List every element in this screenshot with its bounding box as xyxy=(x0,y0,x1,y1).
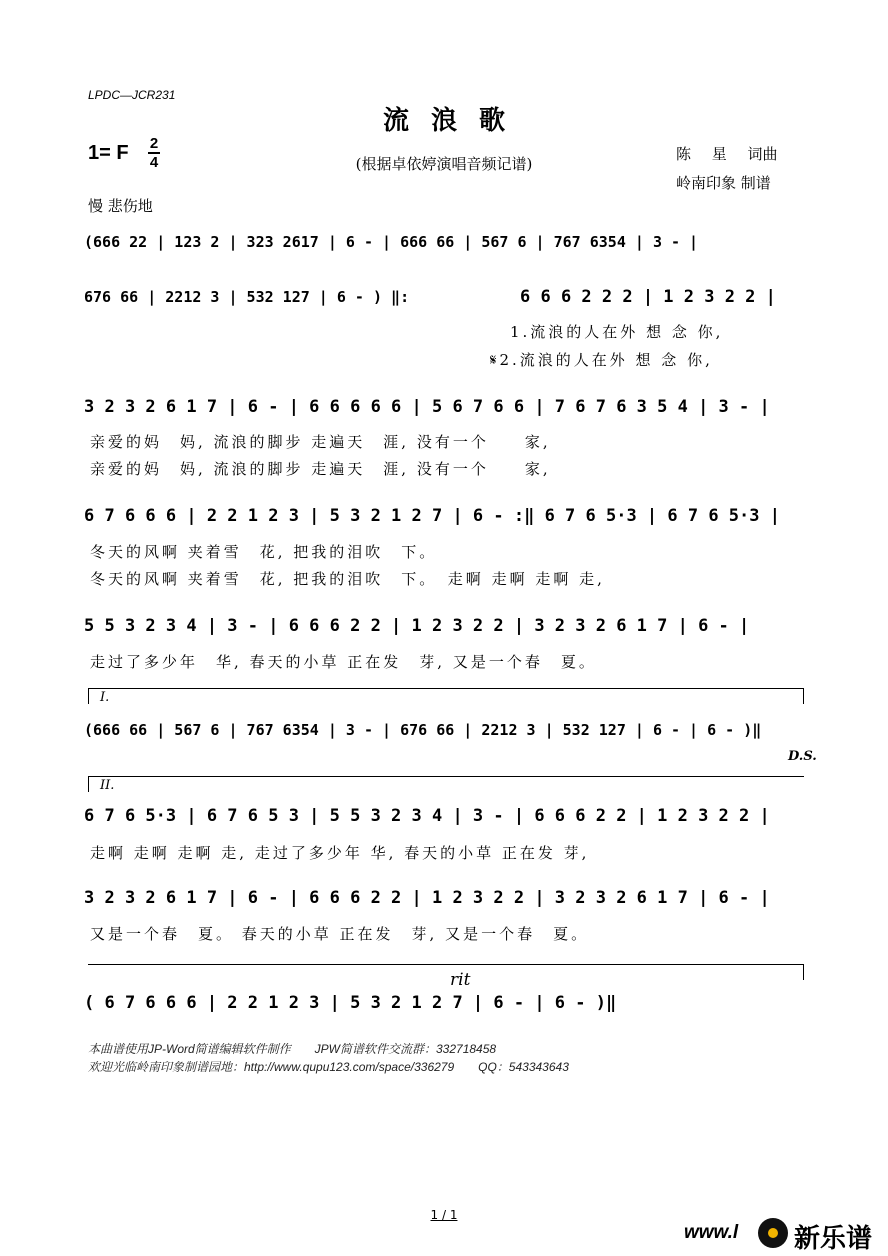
meter-bottom: 4 xyxy=(149,154,159,171)
score-line-8: 3 2 3 2 6 1 7 | 6 - | 6 6 6 2 2 | 1 2 3 2 2 | 3 2 3 2 6 1 7 | 6 - | xyxy=(84,888,770,908)
score-line-2-verse: 6 6 6 2 2 2 | 1 2 3 2 2 | xyxy=(520,287,776,307)
lyric-line-5: 走过了多少年 华, 春天的小草 正在发 芽, 又是一个春 夏。 xyxy=(90,653,597,671)
score-line-3: 3 2 3 2 6 1 7 | 6 - | 6 6 6 6 6 | 5 6 7 6 6 | 7 6 7 6 3 5 4 | 3 - | xyxy=(84,397,770,417)
composer-credit: 陈 星 词曲 xyxy=(676,145,778,163)
volta-1-label: I. xyxy=(100,690,110,705)
coda-tick xyxy=(803,964,804,980)
volta-1-end-tick xyxy=(803,688,804,704)
dal-segno-mark: D.S. xyxy=(788,749,817,764)
lyric-line-4-verse1: 冬天的风啊 夹着雪 花, 把我的泪吹 下。 xyxy=(90,543,438,561)
watermark-url: www.l xyxy=(684,1222,739,1243)
coda-bracket xyxy=(88,964,804,965)
footer-software-note: 本曲谱使用JP-Word简谱编辑软件制作 JPW简谱软件交流群：332718458 xyxy=(88,1042,497,1056)
score-line-1: (666 22 | 123 2 | 323 2617 | 6 - | 666 66 | 567 6 | 767 6354 | 3 - | xyxy=(84,233,699,251)
lyric-line-2-verse1: 1.流浪的人在外 想 念 你, xyxy=(510,323,724,341)
lyric-line-3-verse2: 亲爱的妈 妈, 流浪的脚步 走遍天 涯, 没有一个 家, xyxy=(90,460,551,478)
volta-2-label: II. xyxy=(100,778,115,793)
lyric-line-8: 又是一个春 夏。 春天的小草 正在发 芽, 又是一个春 夏。 xyxy=(90,925,590,943)
vinyl-record-icon xyxy=(758,1218,788,1248)
score-line-9: ( 6 7 6 6 6 | 2 2 1 2 3 | 5 3 2 1 2 7 | 6 - | 6 - )‖ xyxy=(84,993,617,1013)
lyric-line-3-verse1: 亲爱的妈 妈, 流浪的脚步 走遍天 涯, 没有一个 家, xyxy=(90,433,551,451)
score-line-5: 5 5 3 2 3 4 | 3 - | 6 6 6 2 2 | 1 2 3 2 2 | 3 2 3 2 6 1 7 | 6 - | xyxy=(84,616,750,636)
transcriber-credit: 岭南印象 制谱 xyxy=(676,174,771,192)
key-signature: 1= F xyxy=(88,142,129,164)
score-line-4: 6 7 6 6 6 | 2 2 1 2 3 | 5 3 2 1 2 7 | 6 - :‖ 6 7 6 5·3 | 6 7 6 5·3 | xyxy=(84,506,780,526)
lyric-line-4-verse2: 冬天的风啊 夹着雪 花, 把我的泪吹 下。 走啊 走啊 走啊 走, xyxy=(90,570,605,588)
page-number xyxy=(0,1208,888,1222)
score-code: LPDC—JCR231 xyxy=(88,88,176,102)
volta-2-tick xyxy=(88,776,89,792)
volta-1-bracket xyxy=(88,688,804,689)
ritardando-mark: rit xyxy=(450,970,471,990)
song-title: 流浪歌 xyxy=(382,106,527,136)
lyric-line-7: 走啊 走啊 走啊 走, 走过了多少年 华, 春天的小草 正在发 芽, xyxy=(90,844,590,862)
volta-2-bracket xyxy=(88,776,804,777)
meter-top: 2 xyxy=(149,135,159,152)
score-line-2-intro: 676 66 | 2212 3 | 532 127 | 6 - ) ‖: xyxy=(84,288,410,306)
lyric-line-2-verse2: 𝄋2.流浪的人在外 想 念 你, xyxy=(490,351,713,369)
score-line-7: 6 7 6 5·3 | 6 7 6 5 3 | 5 5 3 2 3 4 | 3 - | 6 6 6 2 2 | 1 2 3 2 2 | xyxy=(84,806,770,826)
page-number-text: 1 / 1 xyxy=(430,1208,458,1222)
score-line-6: (666 66 | 567 6 | 767 6354 | 3 - | 676 66 | 2212 3 | 532 127 | 6 - | 6 - )‖ xyxy=(84,721,762,739)
tempo-marking: 慢 悲伤地 xyxy=(88,197,153,215)
volta-1-tick xyxy=(88,688,89,704)
watermark-brand: 新乐谱 xyxy=(794,1224,873,1254)
subtitle: (根据卓依婷演唱音频记谱) xyxy=(355,155,533,173)
footer-website-note: 欢迎光临岭南印象制谱园地：http://www.qupu123.com/space/336279 QQ：543343643 xyxy=(88,1060,569,1074)
